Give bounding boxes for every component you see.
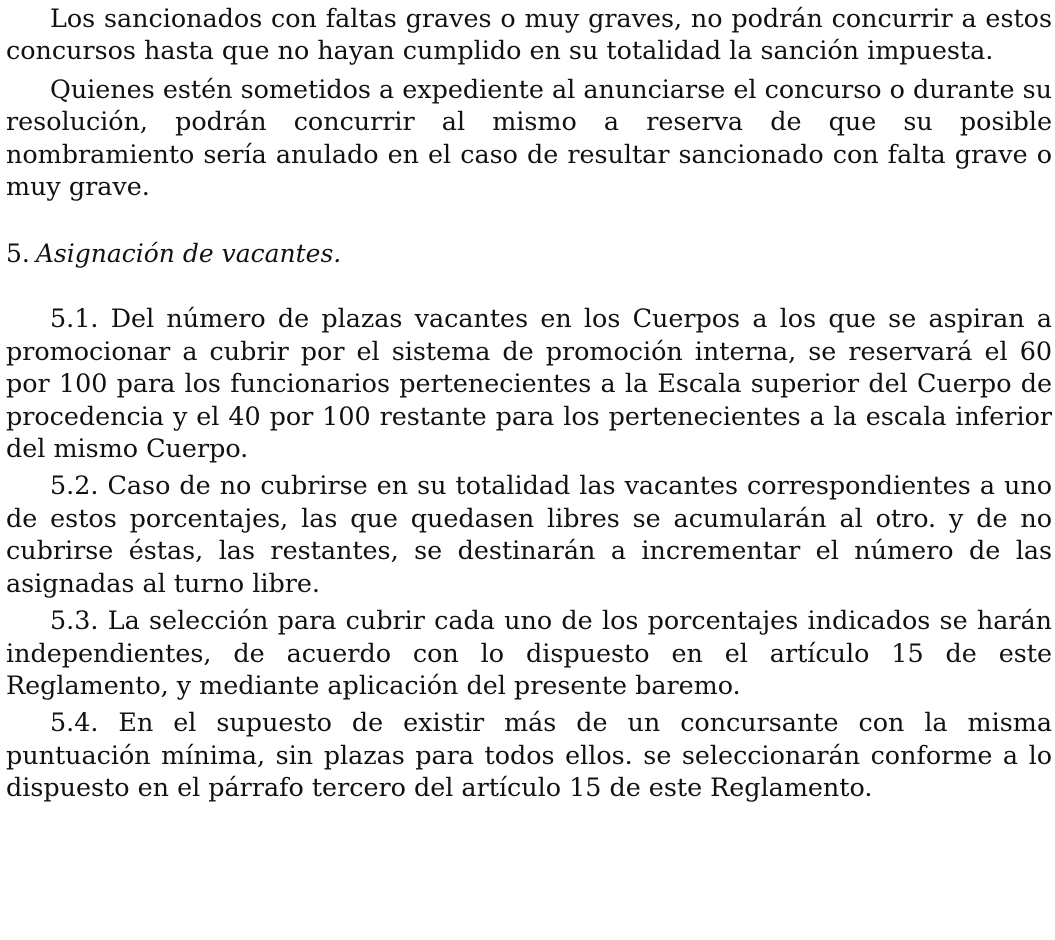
subsection-text: Del número de plazas vacantes en los Cuerpos a los que se aspiran a promocionar a cubrir por el sistema de promoción interna, se reservará el 60 por 100 para los funcionarios pertenecientes a la Escala superior del Cuerpo de procedencia y el 40 por 100 restante para los pertenecientes a la escala inferior del mismo Cuerpo. (6, 303, 1052, 464)
paragraph-sanctions: Los sancionados con faltas graves o muy graves, no podrán concurrir a estos concursos hasta que no hayan cumplido en su totalidad la sanción impuesta. (6, 3, 1052, 66)
section-title: Asignación de vacantes. (35, 239, 342, 269)
paragraph-expediente: Quienes estén sometidos a expediente al anunciarse el concurso o durante su resolución, podrán concurrir al mismo a reserva de que su posible nombramiento sería anulado en el caso de resultar sancionado con falta grave o muy grave. (6, 73, 1052, 202)
document-page (6, 2, 1052, 804)
section-heading (6, 238, 1052, 270)
subsection-5-4 (6, 706, 1052, 803)
subsection-number: 5.3. (50, 605, 99, 636)
section-number: 5. (6, 239, 30, 269)
subsection-text: La selección para cubrir cada uno de los porcentajes indicados se harán independientes, de acuerdo con lo dispuesto en el artículo 15 de este Reglamento, y mediante aplicación del presente baremo. (6, 605, 1052, 700)
subsection-5-2 (6, 469, 1052, 599)
subsection-text: Caso de no cubrirse en su totalidad las vacantes correspondientes a uno de estos porcentajes, las que quedasen libres se acumularán al otro. y de no cubrirse éstas, las restantes, se destinarán a incrementar el número de las asignadas al turno libre. (6, 470, 1052, 598)
subsection-5-3 (6, 604, 1052, 701)
subsection-number: 5.1. (50, 303, 99, 334)
subsection-5-1 (6, 302, 1052, 464)
subsection-text: En el supuesto de existir más de un concursante con la misma puntuación mínima, sin plazas para todos ellos. se seleccionarán conforme a lo dispuesto en el párrafo tercero del artículo 15 de este Reglamento. (6, 707, 1052, 803)
subsection-number: 5.4. (50, 707, 99, 738)
subsection-number: 5.2. (50, 470, 99, 501)
